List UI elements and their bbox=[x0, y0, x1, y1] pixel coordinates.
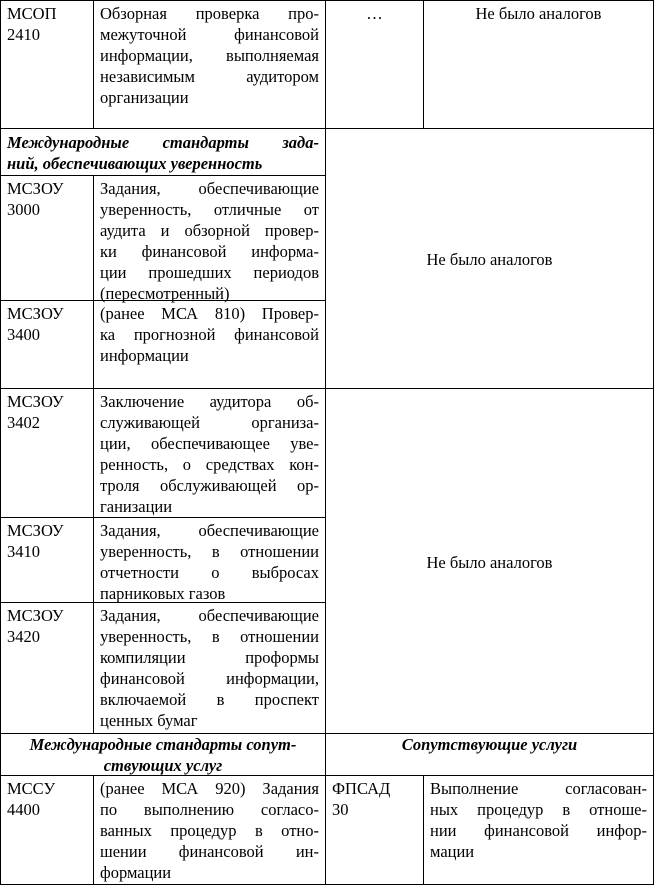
text-line: Международные стандарты сопут- bbox=[29, 735, 297, 754]
text-line: 3402 bbox=[7, 413, 40, 432]
text-line: Обзорная проверка про- bbox=[100, 4, 319, 23]
text-line: уверенность, отличные от bbox=[100, 200, 319, 219]
text-line: Заключение аудитора об- bbox=[100, 392, 319, 411]
title-cell bbox=[93, 175, 326, 301]
text-line: уверенность, в отношении bbox=[100, 627, 319, 646]
text-line: аудита и обзорной провер- bbox=[100, 221, 319, 240]
code-cell bbox=[0, 775, 94, 885]
title-cell bbox=[93, 775, 326, 885]
text-line: 3420 bbox=[7, 627, 40, 646]
analog-title-cell bbox=[423, 0, 654, 129]
title-cell bbox=[93, 0, 326, 129]
text-line: ганизации bbox=[100, 497, 173, 516]
text-line: ценных бумаг bbox=[100, 711, 198, 730]
code-cell bbox=[0, 175, 94, 301]
text-line: МСЗОУ bbox=[7, 179, 64, 198]
text-line: 30 bbox=[332, 800, 349, 819]
analog-none: Не было аналогов bbox=[426, 552, 553, 572]
text-line: информации, выполняемая bbox=[100, 46, 319, 65]
text-line: МСЗОУ bbox=[7, 392, 64, 411]
text-line: МСЗОУ bbox=[7, 606, 64, 625]
text-line: парниковых газов bbox=[100, 584, 226, 603]
text-line: информации bbox=[100, 346, 189, 365]
text-line: 3410 bbox=[7, 542, 40, 561]
text-line: формации bbox=[100, 863, 172, 882]
text-line: ванных процедур в отно- bbox=[100, 821, 319, 840]
merged-analog-cell bbox=[325, 388, 654, 734]
text-line: финансовой информации, bbox=[100, 669, 319, 688]
text-line: МСЗОУ bbox=[7, 304, 64, 323]
analog-none: Не было аналогов bbox=[426, 250, 553, 269]
text-line: МССУ bbox=[7, 779, 56, 798]
merged-analog-cell bbox=[325, 128, 654, 389]
text-line: уверенность, в отношении bbox=[100, 542, 319, 561]
text-line: компиляции проформы bbox=[100, 648, 319, 667]
text-line: мации bbox=[430, 842, 475, 861]
text-line: шении финансовой ин- bbox=[100, 842, 319, 861]
text-line: (ранее МСА 920) Задания bbox=[100, 779, 319, 798]
analog-section-title: Сопутствующие услуги bbox=[401, 735, 578, 754]
text-line: Выполнение согласован- bbox=[430, 779, 647, 798]
text-line: ний, обеспечивающих уверенность bbox=[7, 154, 263, 173]
analog-code: … bbox=[366, 4, 383, 23]
text-line: ка прогнозной финансовой bbox=[100, 325, 319, 344]
text-line: (пересмотренный) bbox=[100, 284, 230, 303]
title-cell bbox=[93, 388, 326, 518]
code-cell bbox=[0, 602, 94, 734]
text-line: отчетности о выбросах bbox=[100, 563, 319, 582]
text-line: ных процедур в отноше- bbox=[430, 800, 647, 819]
text-line: Задания, обеспечивающие bbox=[100, 606, 319, 625]
analog-code-cell bbox=[325, 775, 424, 885]
text-line: ции, обеспечивающее уве- bbox=[100, 434, 319, 453]
text-line: Международные стандарты зада- bbox=[7, 133, 319, 152]
text-line: 2410 bbox=[7, 25, 40, 44]
code-cell bbox=[0, 517, 94, 603]
text-line: независимым аудитором bbox=[100, 67, 319, 86]
text-line: МСЗОУ bbox=[7, 521, 64, 540]
text-line: МСОП bbox=[7, 4, 57, 23]
text-line: служивающей организа- bbox=[100, 413, 319, 432]
text-line: (ранее МСА 810) Провер- bbox=[100, 304, 319, 323]
analog-title: Не было аналогов bbox=[475, 4, 602, 23]
section-header-related-analog bbox=[325, 733, 654, 776]
text-line: ствующих услуг bbox=[103, 756, 223, 775]
text-line: 3400 bbox=[7, 325, 40, 344]
text-line: организации bbox=[100, 88, 189, 107]
text-line: нии финансовой инфор- bbox=[430, 821, 647, 840]
text-line: 3000 bbox=[7, 200, 40, 219]
text-line: межуточной финансовой bbox=[100, 25, 319, 44]
code-cell bbox=[0, 388, 94, 518]
text-line: троля обслуживающей ор- bbox=[100, 476, 319, 495]
text-line: ки финансовой информа- bbox=[100, 242, 319, 261]
text-line: ФПСАД bbox=[332, 779, 391, 798]
title-cell bbox=[93, 517, 326, 603]
code-cell bbox=[0, 0, 94, 129]
text-line: ренность, о средствах кон- bbox=[100, 455, 319, 474]
text-line: ции прошедших периодов bbox=[100, 263, 319, 282]
title-cell bbox=[93, 300, 326, 389]
section-header-related bbox=[0, 733, 326, 776]
title-cell bbox=[93, 602, 326, 734]
text-line: 4400 bbox=[7, 800, 40, 819]
section-header-assurance bbox=[0, 128, 326, 176]
analog-code-cell bbox=[325, 0, 424, 129]
text-line: Задания, обеспечивающие bbox=[100, 521, 319, 540]
text-line: включаемой в проспект bbox=[100, 690, 319, 709]
analog-title-cell bbox=[423, 775, 654, 885]
code-cell bbox=[0, 300, 94, 389]
text-line: по выполнению согласо- bbox=[100, 800, 319, 819]
text-line: Задания, обеспечивающие bbox=[100, 179, 319, 198]
